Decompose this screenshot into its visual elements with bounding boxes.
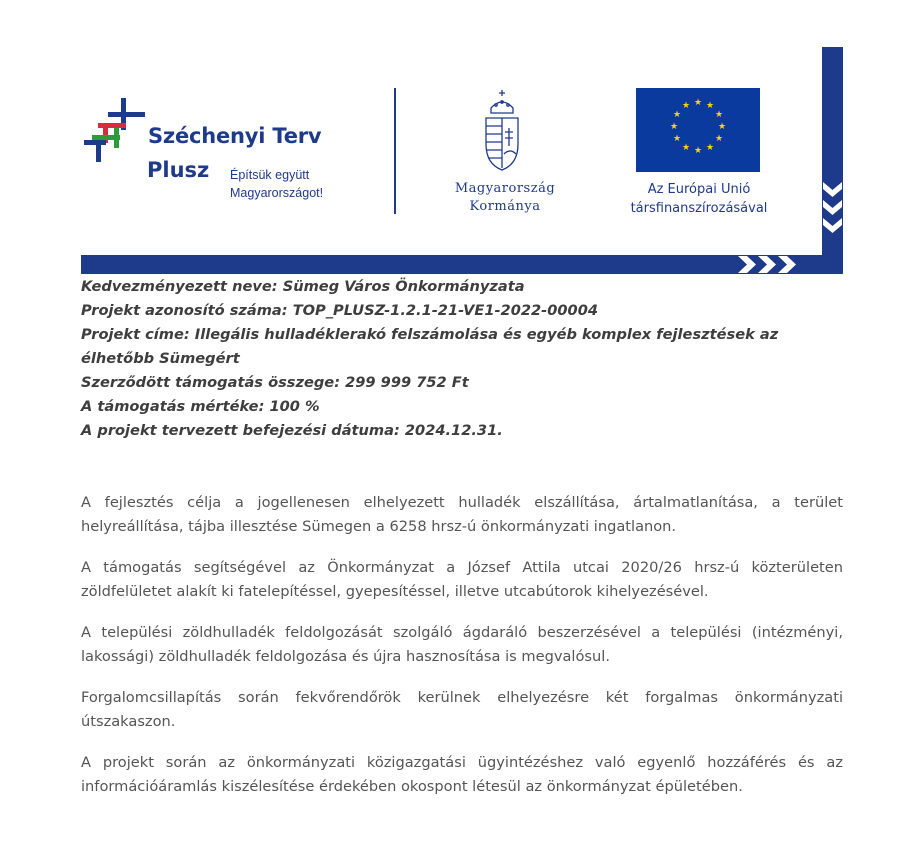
description-paragraph: A települési zöldhulladék feldolgozását szolgáló ágdaráló beszerzésével a települési (intézményi, lakossági) zöldhulladék feldolgozása és újra hasznosítása is megvalósul. <box>81 624 843 665</box>
eu-line-1: Az Európai Unió <box>647 182 751 197</box>
government-line-2: Kormánya <box>469 199 541 214</box>
szechenyi-terv-title: Széchenyi Terv <box>148 124 322 148</box>
description-paragraph: A fejlesztés célja a jogellenesen elhelyezett hulladék elszállítása, ártalmatlanítása, a terület helyreállítása, tájba illesztése Sümegen a 6258 hrsz-ú önkormányzati ingatlanon. <box>81 494 843 535</box>
header-banner <box>0 0 913 280</box>
svg-text:★: ★ <box>717 122 727 132</box>
svg-text:★: ★ <box>681 101 691 111</box>
hungarian-coat-of-arms-icon <box>481 88 523 173</box>
slogan-line-1: Építsük együtt <box>230 168 310 182</box>
description-paragraph: A támogatás segítségével az Önkormányzat a József Attila utcai 2020/26 hrsz-ú közterületen zöldfelületet alakít ki fatelepítéssel, gyepesítéssel, illetve utcabútorok kihelyezésével. <box>81 559 843 600</box>
logo-divider <box>394 88 396 214</box>
chevron-right-icons <box>736 255 808 274</box>
svg-text:★: ★ <box>693 146 703 156</box>
completion-date-line: A projekt tervezett befejezési dátuma: 2024.12.31. <box>81 422 503 439</box>
government-label <box>434 180 576 216</box>
svg-text:★: ★ <box>693 98 703 108</box>
beneficiary-line: Kedvezményezett neve: Sümeg Város Önkormányzata <box>81 278 525 295</box>
chevron-down-icons <box>822 180 843 240</box>
eu-cofinancing-label <box>609 180 789 218</box>
description-paragraph: Forgalomcsillapítás során fekvőrendőrök kerülnek elhelyezésre két forgalmas önkormányzati útszakaszon. <box>81 689 843 730</box>
svg-text:★: ★ <box>714 110 724 120</box>
grant-amount-line: Szerződött támogatás összege: 299 999 752 Ft <box>81 374 469 391</box>
project-description <box>81 491 843 816</box>
szechenyi-cross-icon <box>84 98 146 162</box>
description-paragraph: A projekt során az önkormányzati közigazgatási ügyintézéshez való egyenlő hozzáférés és az információáramlás kiszélesítése érdekében okospont létesül az önkormányzat épületében. <box>81 754 843 795</box>
project-info <box>81 275 843 443</box>
szechenyi-slogan <box>230 166 323 202</box>
project-title-line-2: élhetőbb Sümegért <box>81 350 240 367</box>
grant-rate-line: A támogatás mértéke: 100 % <box>81 398 320 415</box>
szechenyi-plusz-label: Plusz <box>147 158 210 182</box>
svg-text:★: ★ <box>705 143 715 153</box>
svg-text:★: ★ <box>714 134 724 144</box>
svg-text:★: ★ <box>672 134 682 144</box>
eu-line-2: társfinanszírozásával <box>630 201 768 216</box>
project-id-line: Projekt azonosító száma: TOP_PLUSZ-1.2.1-21-VE1-2022-00004 <box>81 302 599 319</box>
slogan-line-2: Magyarországot! <box>230 186 324 200</box>
project-title-line-1: Projekt címe: Illegális hulladéklerakó felszámolása és egyéb komplex fejlesztések az <box>81 326 779 343</box>
svg-text:★: ★ <box>681 143 691 153</box>
government-line-1: Magyarország <box>454 181 556 196</box>
svg-text:★: ★ <box>669 122 679 132</box>
svg-text:★: ★ <box>672 110 682 120</box>
horizontal-brand-bar <box>81 255 843 274</box>
eu-flag-icon <box>636 88 760 172</box>
svg-text:★: ★ <box>705 101 715 111</box>
